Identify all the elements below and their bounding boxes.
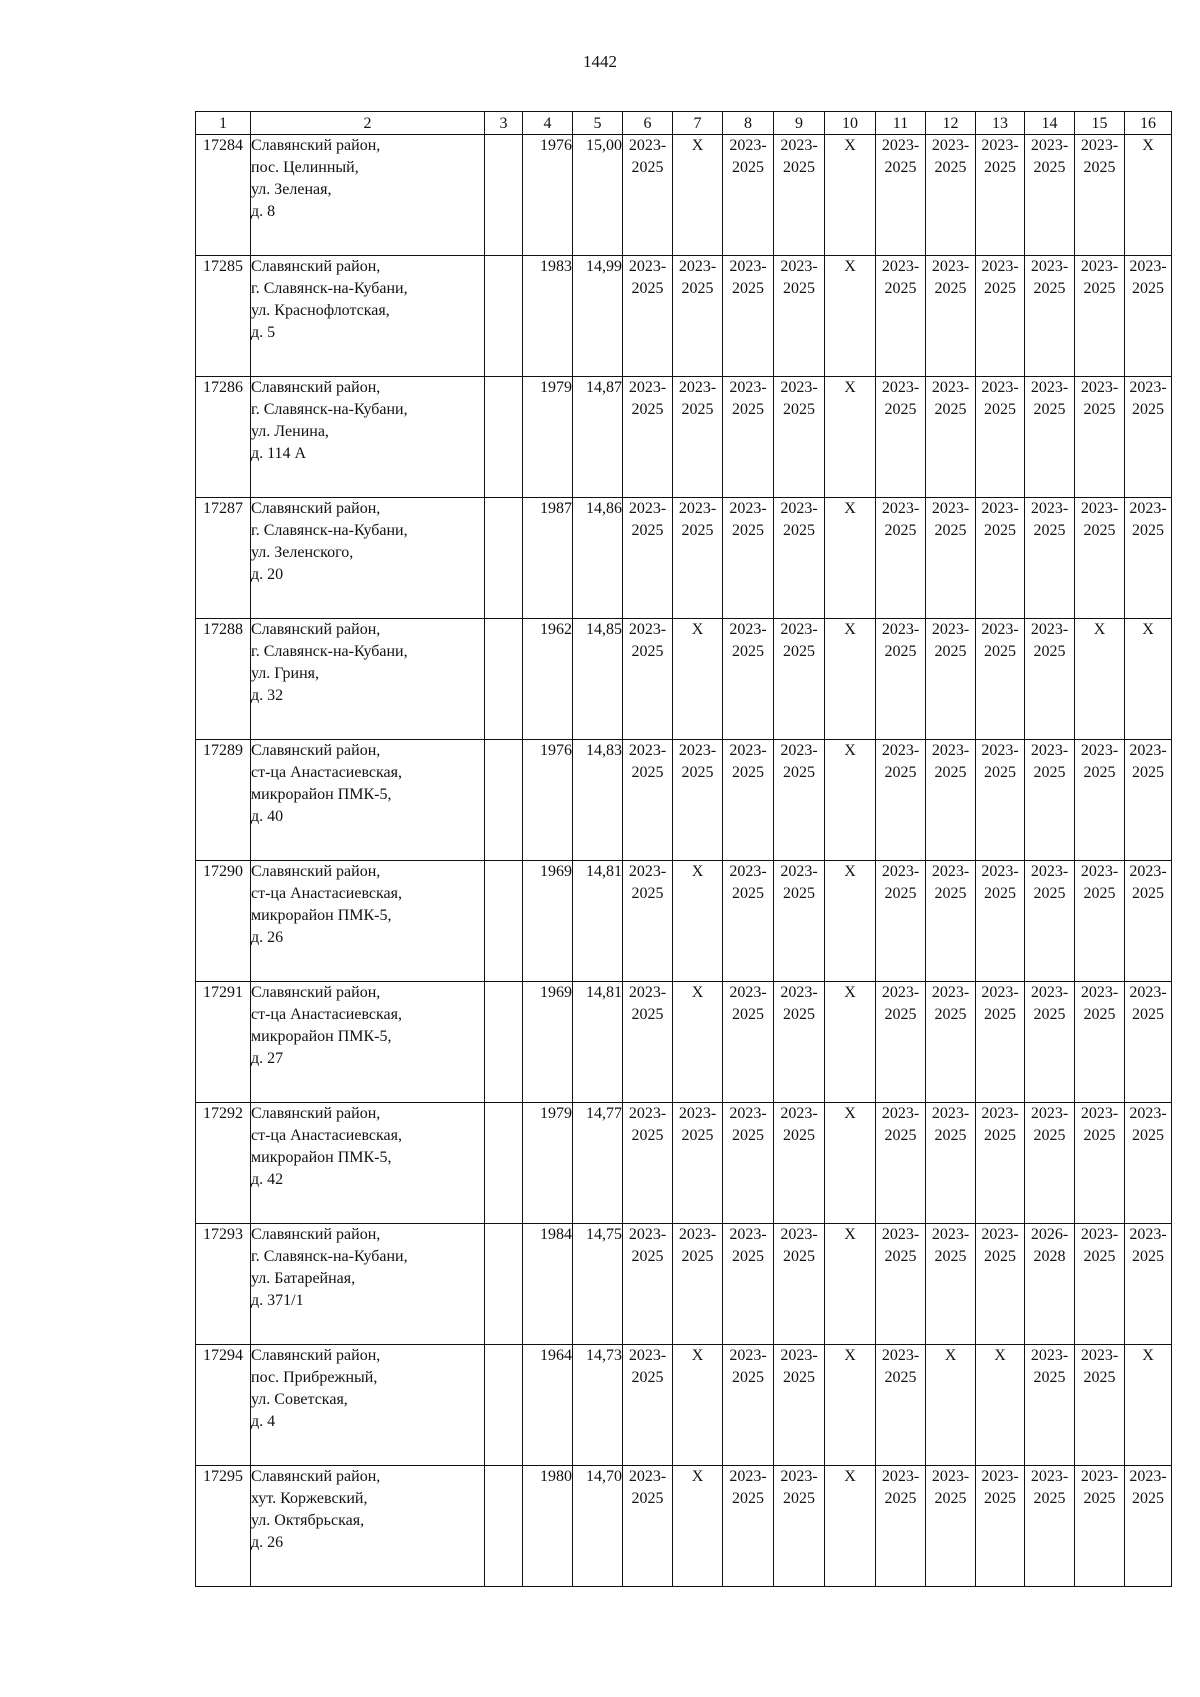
column-3-cell xyxy=(485,498,523,619)
period-cell: Х xyxy=(673,1466,723,1587)
period-cell: Х xyxy=(1125,135,1172,256)
period-cell: 2023- 2025 xyxy=(774,740,825,861)
table-row xyxy=(196,135,1172,256)
column-header: 3 xyxy=(485,112,523,135)
period-cell: 2023- 2025 xyxy=(876,1224,926,1345)
column-3-cell xyxy=(485,861,523,982)
period-cell: Х xyxy=(673,982,723,1103)
period-cell: 2023- 2025 xyxy=(1075,498,1125,619)
period-cell: 2023- 2025 xyxy=(774,619,825,740)
period-cell: 2023- 2025 xyxy=(1125,740,1172,861)
period-cell: 2023- 2025 xyxy=(723,1345,774,1466)
column-header: 11 xyxy=(876,112,926,135)
period-cell: 2023- 2025 xyxy=(876,861,926,982)
period-cell: 2023- 2025 xyxy=(723,498,774,619)
period-cell: 2023- 2025 xyxy=(1075,377,1125,498)
value-cell: 14,87 xyxy=(573,377,623,498)
year-cell: 1984 xyxy=(523,1224,573,1345)
table-row xyxy=(196,498,1172,619)
column-header: 16 xyxy=(1125,112,1172,135)
value-cell: 14,83 xyxy=(573,740,623,861)
period-cell: 2023- 2025 xyxy=(1025,1103,1075,1224)
period-cell: 2023- 2025 xyxy=(1025,498,1075,619)
period-cell: 2023- 2025 xyxy=(774,861,825,982)
object-id-cell: 17287 xyxy=(196,498,251,619)
period-cell: 2023- 2025 xyxy=(876,135,926,256)
period-cell: 2023- 2025 xyxy=(976,1224,1025,1345)
period-cell: 2023- 2025 xyxy=(1075,982,1125,1103)
column-number-row xyxy=(196,112,1172,135)
object-id-cell: 17294 xyxy=(196,1345,251,1466)
address-cell: Славянский район, ст-ца Анастасиевская, микрорайон ПМК-5, д. 26 xyxy=(251,861,485,982)
period-cell: 2023- 2025 xyxy=(926,498,976,619)
page-number: 1442 xyxy=(583,52,617,71)
period-cell: 2023- 2025 xyxy=(623,740,673,861)
column-header: 9 xyxy=(774,112,825,135)
period-cell: 2023- 2025 xyxy=(774,1345,825,1466)
period-cell: 2023- 2025 xyxy=(926,135,976,256)
period-cell: 2023- 2025 xyxy=(1025,1466,1075,1587)
period-cell: 2023- 2025 xyxy=(876,619,926,740)
period-cell: Х xyxy=(1125,619,1172,740)
column-header: 10 xyxy=(825,112,876,135)
period-cell: 2023- 2025 xyxy=(1125,1103,1172,1224)
object-id-cell: 17286 xyxy=(196,377,251,498)
year-cell: 1980 xyxy=(523,1466,573,1587)
year-cell: 1969 xyxy=(523,861,573,982)
table-row xyxy=(196,740,1172,861)
period-cell: Х xyxy=(825,498,876,619)
address-cell: Славянский район, г. Славянск-на-Кубани, ул. Батарейная, д. 371/1 xyxy=(251,1224,485,1345)
period-cell: Х xyxy=(825,135,876,256)
period-cell: 2023- 2025 xyxy=(774,982,825,1103)
period-cell: 2023- 2025 xyxy=(774,135,825,256)
column-header: 1 xyxy=(196,112,251,135)
table-body xyxy=(196,135,1172,1587)
period-cell: 2023- 2025 xyxy=(1075,135,1125,256)
column-header: 8 xyxy=(723,112,774,135)
period-cell: 2023- 2025 xyxy=(976,982,1025,1103)
period-cell: 2023- 2025 xyxy=(1025,619,1075,740)
period-cell: 2023- 2025 xyxy=(723,377,774,498)
period-cell: 2023- 2025 xyxy=(673,1103,723,1224)
period-cell: Х xyxy=(825,1224,876,1345)
address-cell: Славянский район, пос. Целинный, ул. Зеленая, д. 8 xyxy=(251,135,485,256)
period-cell: 2026- 2028 xyxy=(1025,1224,1075,1345)
object-id-cell: 17293 xyxy=(196,1224,251,1345)
period-cell: 2023- 2025 xyxy=(723,861,774,982)
period-cell: 2023- 2025 xyxy=(774,498,825,619)
period-cell: Х xyxy=(825,740,876,861)
period-cell: 2023- 2025 xyxy=(774,1103,825,1224)
period-cell: 2023- 2025 xyxy=(1125,1224,1172,1345)
value-cell: 14,81 xyxy=(573,982,623,1103)
address-cell: Славянский район, г. Славянск-на-Кубани, ул. Ленина, д. 114 А xyxy=(251,377,485,498)
column-3-cell xyxy=(485,377,523,498)
period-cell: Х xyxy=(1125,1345,1172,1466)
period-cell: 2023- 2025 xyxy=(1125,256,1172,377)
period-cell: 2023- 2025 xyxy=(723,619,774,740)
period-cell: 2023- 2025 xyxy=(723,1103,774,1224)
period-cell: 2023- 2025 xyxy=(723,1224,774,1345)
column-3-cell xyxy=(485,256,523,377)
period-cell: 2023- 2025 xyxy=(926,1466,976,1587)
object-id-cell: 17295 xyxy=(196,1466,251,1587)
period-cell: Х xyxy=(926,1345,976,1466)
period-cell: 2023- 2025 xyxy=(1125,498,1172,619)
object-id-cell: 17285 xyxy=(196,256,251,377)
period-cell: Х xyxy=(976,1345,1025,1466)
column-3-cell xyxy=(485,1224,523,1345)
period-cell: 2023- 2025 xyxy=(1075,1103,1125,1224)
object-id-cell: 17284 xyxy=(196,135,251,256)
period-cell: 2023- 2025 xyxy=(926,982,976,1103)
column-header: 14 xyxy=(1025,112,1075,135)
column-3-cell xyxy=(485,135,523,256)
period-cell: 2023- 2025 xyxy=(623,377,673,498)
year-cell: 1979 xyxy=(523,377,573,498)
column-3-cell xyxy=(485,740,523,861)
period-cell: 2023- 2025 xyxy=(1075,1224,1125,1345)
column-header: 6 xyxy=(623,112,673,135)
period-cell: 2023- 2025 xyxy=(1075,861,1125,982)
address-cell: Славянский район, ст-ца Анастасиевская, микрорайон ПМК-5, д. 42 xyxy=(251,1103,485,1224)
period-cell: 2023- 2025 xyxy=(876,377,926,498)
period-cell: 2023- 2025 xyxy=(876,982,926,1103)
period-cell: 2023- 2025 xyxy=(876,740,926,861)
value-cell: 14,70 xyxy=(573,1466,623,1587)
column-header: 13 xyxy=(976,112,1025,135)
period-cell: 2023- 2025 xyxy=(876,1345,926,1466)
column-header: 4 xyxy=(523,112,573,135)
period-cell: 2023- 2025 xyxy=(1125,1466,1172,1587)
object-id-cell: 17292 xyxy=(196,1103,251,1224)
period-cell: Х xyxy=(825,619,876,740)
value-cell: 14,81 xyxy=(573,861,623,982)
period-cell: 2023- 2025 xyxy=(876,498,926,619)
period-cell: 2023- 2025 xyxy=(876,1466,926,1587)
period-cell: 2023- 2025 xyxy=(976,861,1025,982)
period-cell: Х xyxy=(825,861,876,982)
period-cell: 2023- 2025 xyxy=(723,256,774,377)
table-row xyxy=(196,1466,1172,1587)
period-cell: 2023- 2025 xyxy=(926,1103,976,1224)
period-cell: 2023- 2025 xyxy=(1025,740,1075,861)
period-cell: 2023- 2025 xyxy=(1025,135,1075,256)
period-cell: 2023- 2025 xyxy=(673,256,723,377)
address-cell: Славянский район, ст-ца Анастасиевская, микрорайон ПМК-5, д. 27 xyxy=(251,982,485,1103)
period-cell: 2023- 2025 xyxy=(976,377,1025,498)
period-cell: 2023- 2025 xyxy=(976,135,1025,256)
column-3-cell xyxy=(485,619,523,740)
value-cell: 14,99 xyxy=(573,256,623,377)
period-cell: 2023- 2025 xyxy=(976,498,1025,619)
period-cell: 2023- 2025 xyxy=(623,1466,673,1587)
table-row xyxy=(196,256,1172,377)
period-cell: Х xyxy=(825,377,876,498)
period-cell: 2023- 2025 xyxy=(623,498,673,619)
table-row xyxy=(196,861,1172,982)
period-cell: 2023- 2025 xyxy=(1025,256,1075,377)
period-cell: 2023- 2025 xyxy=(876,256,926,377)
period-cell: 2023- 2025 xyxy=(926,1224,976,1345)
period-cell: 2023- 2025 xyxy=(673,1224,723,1345)
period-cell: 2023- 2025 xyxy=(1025,377,1075,498)
period-cell: 2023- 2025 xyxy=(673,377,723,498)
address-cell: Славянский район, г. Славянск-на-Кубани, ул. Зеленского, д. 20 xyxy=(251,498,485,619)
period-cell: 2023- 2025 xyxy=(673,740,723,861)
period-cell: 2023- 2025 xyxy=(1025,861,1075,982)
period-cell: 2023- 2025 xyxy=(623,135,673,256)
period-cell: Х xyxy=(673,1345,723,1466)
column-3-cell xyxy=(485,1466,523,1587)
period-cell: 2023- 2025 xyxy=(1125,982,1172,1103)
period-cell: 2023- 2025 xyxy=(673,498,723,619)
period-cell: 2023- 2025 xyxy=(623,861,673,982)
registry-table xyxy=(195,111,1172,1587)
year-cell: 1969 xyxy=(523,982,573,1103)
period-cell: Х xyxy=(825,256,876,377)
period-cell: 2023- 2025 xyxy=(976,619,1025,740)
table-row xyxy=(196,619,1172,740)
period-cell: 2023- 2025 xyxy=(623,1103,673,1224)
address-cell: Славянский район, пос. Прибрежный, ул. Советская, д. 4 xyxy=(251,1345,485,1466)
period-cell: 2023- 2025 xyxy=(1125,861,1172,982)
period-cell: Х xyxy=(825,1466,876,1587)
address-cell: Славянский район, хут. Коржевский, ул. Октябрьская, д. 26 xyxy=(251,1466,485,1587)
period-cell: 2023- 2025 xyxy=(774,1466,825,1587)
year-cell: 1983 xyxy=(523,256,573,377)
period-cell: 2023- 2025 xyxy=(1025,982,1075,1103)
period-cell: 2023- 2025 xyxy=(976,1466,1025,1587)
period-cell: 2023- 2025 xyxy=(1125,377,1172,498)
period-cell: 2023- 2025 xyxy=(723,740,774,861)
period-cell: Х xyxy=(825,982,876,1103)
year-cell: 1979 xyxy=(523,1103,573,1224)
period-cell: 2023- 2025 xyxy=(1075,740,1125,861)
address-cell: Славянский район, г. Славянск-на-Кубани, ул. Краснофлотская, д. 5 xyxy=(251,256,485,377)
period-cell: 2023- 2025 xyxy=(774,256,825,377)
period-cell: 2023- 2025 xyxy=(876,1103,926,1224)
object-id-cell: 17289 xyxy=(196,740,251,861)
object-id-cell: 17290 xyxy=(196,861,251,982)
object-id-cell: 17291 xyxy=(196,982,251,1103)
table-row xyxy=(196,1345,1172,1466)
period-cell: 2023- 2025 xyxy=(976,1103,1025,1224)
period-cell: 2023- 2025 xyxy=(723,135,774,256)
table-row xyxy=(196,982,1172,1103)
period-cell: Х xyxy=(673,861,723,982)
period-cell: 2023- 2025 xyxy=(623,982,673,1103)
year-cell: 1976 xyxy=(523,740,573,861)
period-cell: 2023- 2025 xyxy=(774,377,825,498)
period-cell: 2023- 2025 xyxy=(1075,1345,1125,1466)
period-cell: 2023- 2025 xyxy=(723,982,774,1103)
column-header: 5 xyxy=(573,112,623,135)
table-row xyxy=(196,1224,1172,1345)
period-cell: Х xyxy=(1075,619,1125,740)
year-cell: 1962 xyxy=(523,619,573,740)
value-cell: 14,86 xyxy=(573,498,623,619)
column-header: 7 xyxy=(673,112,723,135)
period-cell: Х xyxy=(825,1345,876,1466)
value-cell: 14,75 xyxy=(573,1224,623,1345)
column-header: 12 xyxy=(926,112,976,135)
address-cell: Славянский район, ст-ца Анастасиевская, микрорайон ПМК-5, д. 40 xyxy=(251,740,485,861)
column-header: 2 xyxy=(251,112,485,135)
period-cell: 2023- 2025 xyxy=(623,1345,673,1466)
period-cell: 2023- 2025 xyxy=(623,1224,673,1345)
period-cell: 2023- 2025 xyxy=(1075,1466,1125,1587)
period-cell: 2023- 2025 xyxy=(723,1466,774,1587)
period-cell: 2023- 2025 xyxy=(976,740,1025,861)
period-cell: 2023- 2025 xyxy=(926,861,976,982)
value-cell: 14,85 xyxy=(573,619,623,740)
table-row xyxy=(196,1103,1172,1224)
period-cell: Х xyxy=(673,135,723,256)
value-cell: 15,00 xyxy=(573,135,623,256)
table-row xyxy=(196,377,1172,498)
period-cell: Х xyxy=(673,619,723,740)
address-cell: Славянский район, г. Славянск-на-Кубани, ул. Гриня, д. 32 xyxy=(251,619,485,740)
period-cell: 2023- 2025 xyxy=(926,256,976,377)
period-cell: 2023- 2025 xyxy=(1025,1345,1075,1466)
period-cell: 2023- 2025 xyxy=(976,256,1025,377)
column-3-cell xyxy=(485,1103,523,1224)
period-cell: 2023- 2025 xyxy=(1075,256,1125,377)
period-cell: 2023- 2025 xyxy=(926,740,976,861)
period-cell: 2023- 2025 xyxy=(926,377,976,498)
column-3-cell xyxy=(485,982,523,1103)
value-cell: 14,73 xyxy=(573,1345,623,1466)
year-cell: 1976 xyxy=(523,135,573,256)
column-header: 15 xyxy=(1075,112,1125,135)
period-cell: 2023- 2025 xyxy=(623,619,673,740)
column-3-cell xyxy=(485,1345,523,1466)
period-cell: 2023- 2025 xyxy=(926,619,976,740)
year-cell: 1987 xyxy=(523,498,573,619)
year-cell: 1964 xyxy=(523,1345,573,1466)
period-cell: 2023- 2025 xyxy=(774,1224,825,1345)
period-cell: Х xyxy=(825,1103,876,1224)
value-cell: 14,77 xyxy=(573,1103,623,1224)
object-id-cell: 17288 xyxy=(196,619,251,740)
period-cell: 2023- 2025 xyxy=(623,256,673,377)
